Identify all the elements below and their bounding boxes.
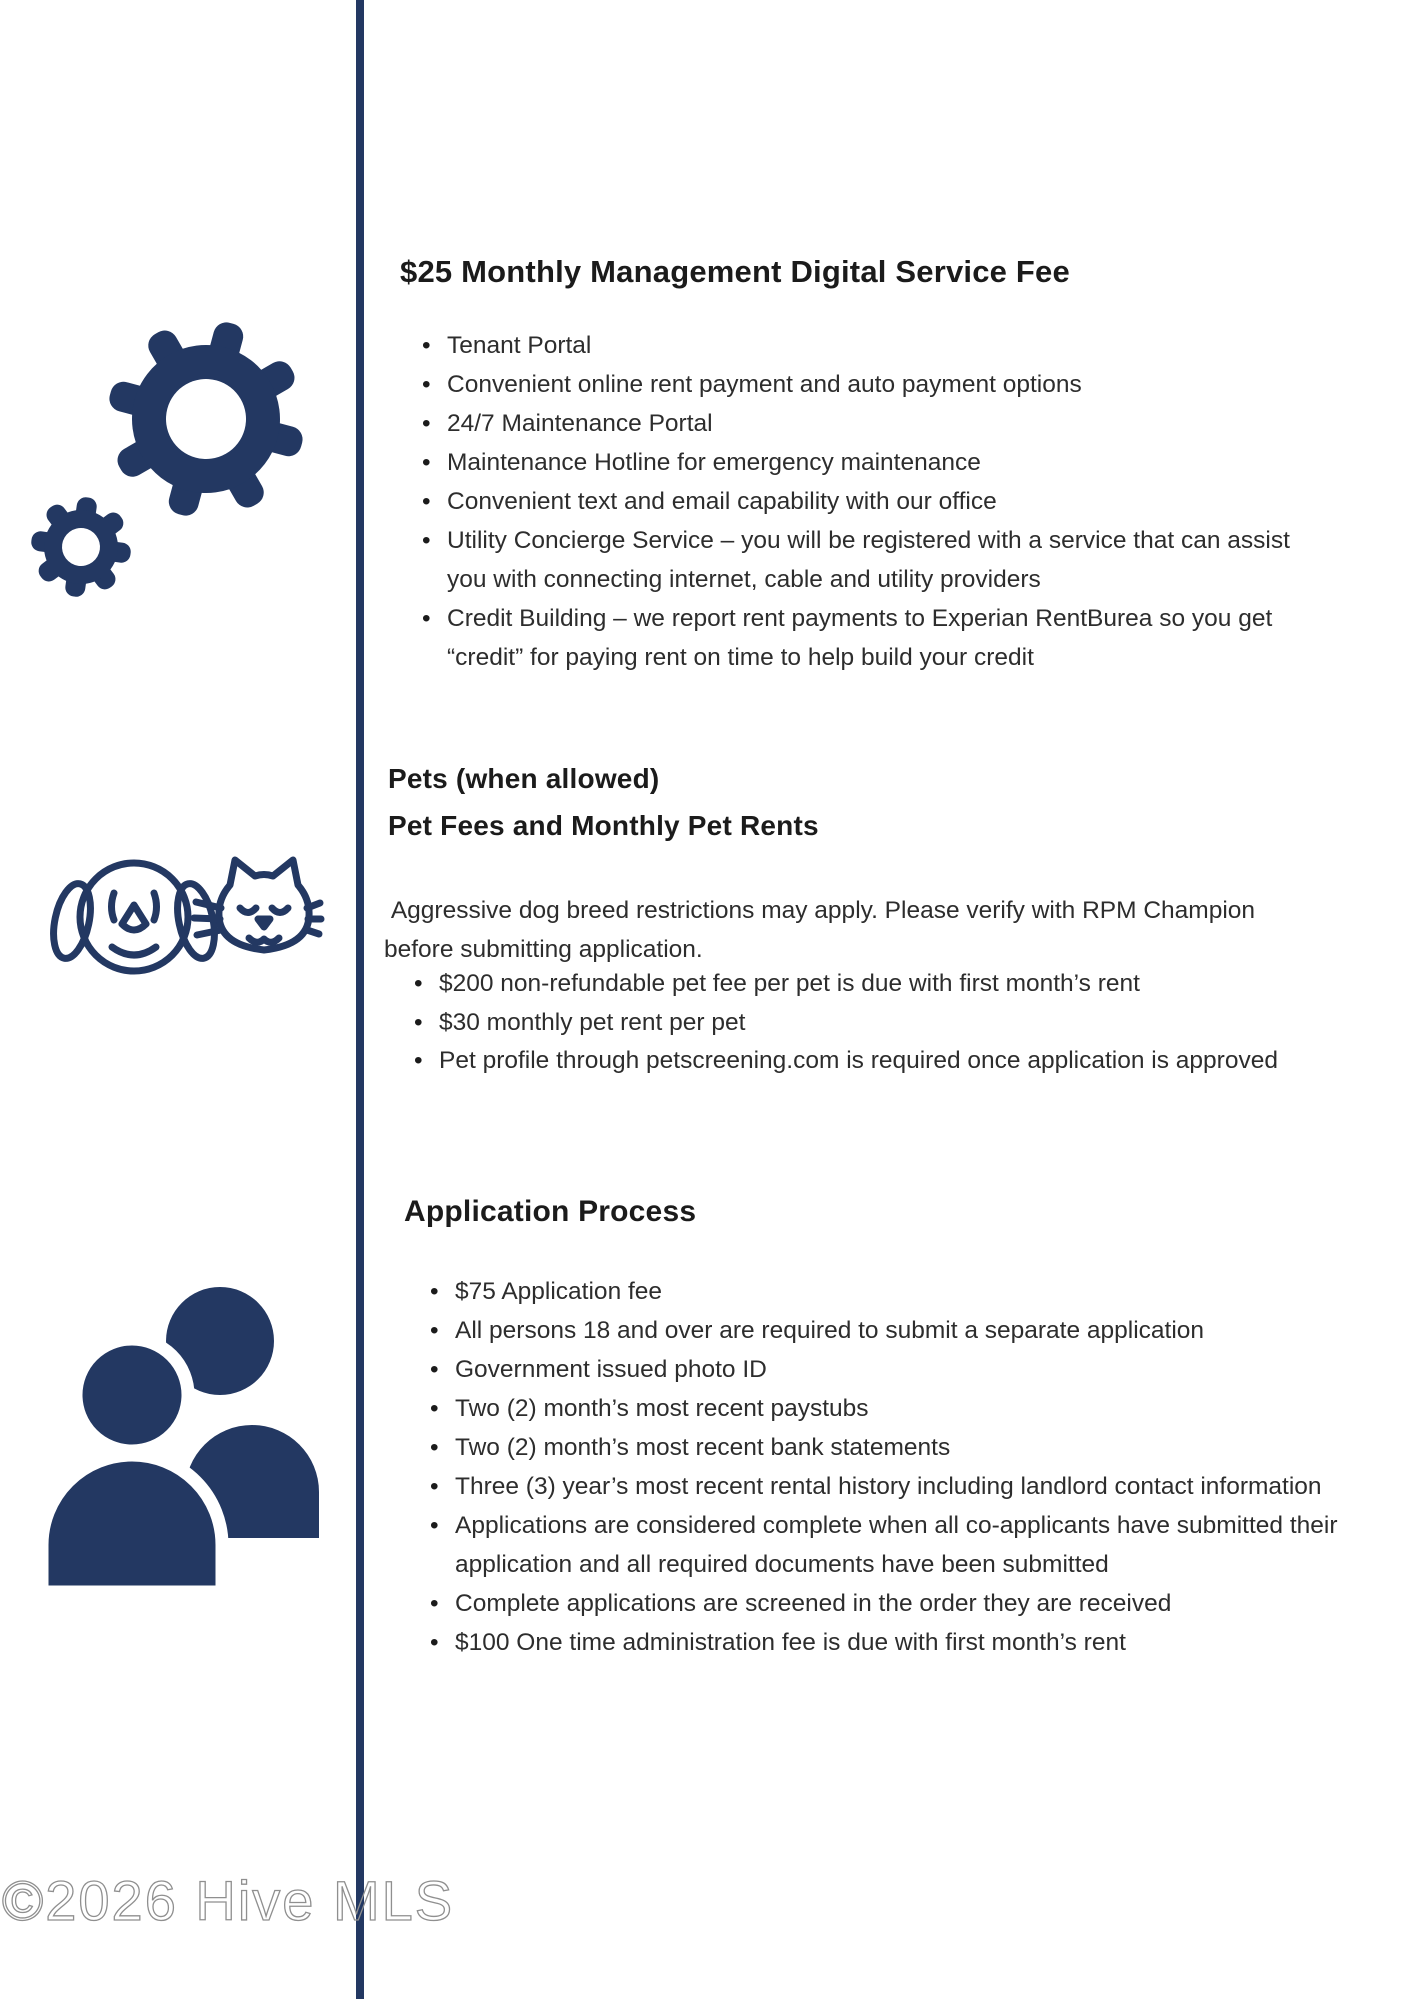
list-item: • Tenant Portal <box>420 326 1335 365</box>
list-item: • Convenient online rent payment and auto payment options <box>420 365 1335 404</box>
section-heading-application: Application Process <box>404 1195 697 1228</box>
application-list <box>428 1272 1338 1662</box>
pets-intro-paragraph: Aggressive dog breed restrictions may apply. Please verify with RPM Champion before submitting application. <box>384 897 1262 963</box>
list-item: • Convenient text and email capability with our office <box>420 482 1335 521</box>
list-item: • Maintenance Hotline for emergency maintenance <box>420 443 1335 482</box>
list-item: • $100 One time administration fee is due with first month’s rent <box>428 1623 1338 1662</box>
pets-list <box>412 965 1317 1081</box>
gears-icon <box>28 322 313 612</box>
service-fee-list <box>420 326 1335 677</box>
list-item: • Two (2) month’s most recent bank statements <box>428 1428 1338 1467</box>
list-item: • $200 non-refundable pet fee per pet is due with first month’s rent <box>412 965 1317 1004</box>
list-item: • Pet profile through petscreening.com is required once application is approved <box>412 1042 1317 1081</box>
people-icon <box>33 1280 323 1592</box>
list-item: • 24/7 Maintenance Portal <box>420 404 1335 443</box>
pets-heading-line-2: Pet Fees and Monthly Pet Rents <box>388 810 819 841</box>
dog-cat-icon <box>22 845 322 1000</box>
list-item: • Government issued photo ID <box>428 1350 1338 1389</box>
pets-heading-line-1: Pets (when allowed) <box>388 763 660 794</box>
list-item: • Complete applications are screened in the order they are received <box>428 1584 1338 1623</box>
list-item: • $30 monthly pet rent per pet <box>412 1004 1317 1043</box>
list-item: • Three (3) year’s most recent rental history including landlord contact information <box>428 1467 1338 1506</box>
section-heading-pets <box>388 755 819 849</box>
vertical-divider <box>356 0 364 1999</box>
list-item: • Credit Building – we report rent payments to Experian RentBurea so you get “credit” for paying rent on time to help build your credit <box>420 599 1335 677</box>
list-item: • All persons 18 and over are required to submit a separate application <box>428 1311 1338 1350</box>
section-heading-service-fee: $25 Monthly Management Digital Service Fee <box>400 254 1070 289</box>
watermark: ©2026 Hive MLS <box>2 1869 455 1932</box>
list-item: • $75 Application fee <box>428 1272 1338 1311</box>
list-item: • Utility Concierge Service – you will be registered with a service that can assist you with connecting internet, cable and utility providers <box>420 521 1335 599</box>
list-item: • Applications are considered complete when all co-applicants have submitted their application and all required documents have been submitted <box>428 1506 1338 1584</box>
list-item: • Two (2) month’s most recent paystubs <box>428 1389 1338 1428</box>
